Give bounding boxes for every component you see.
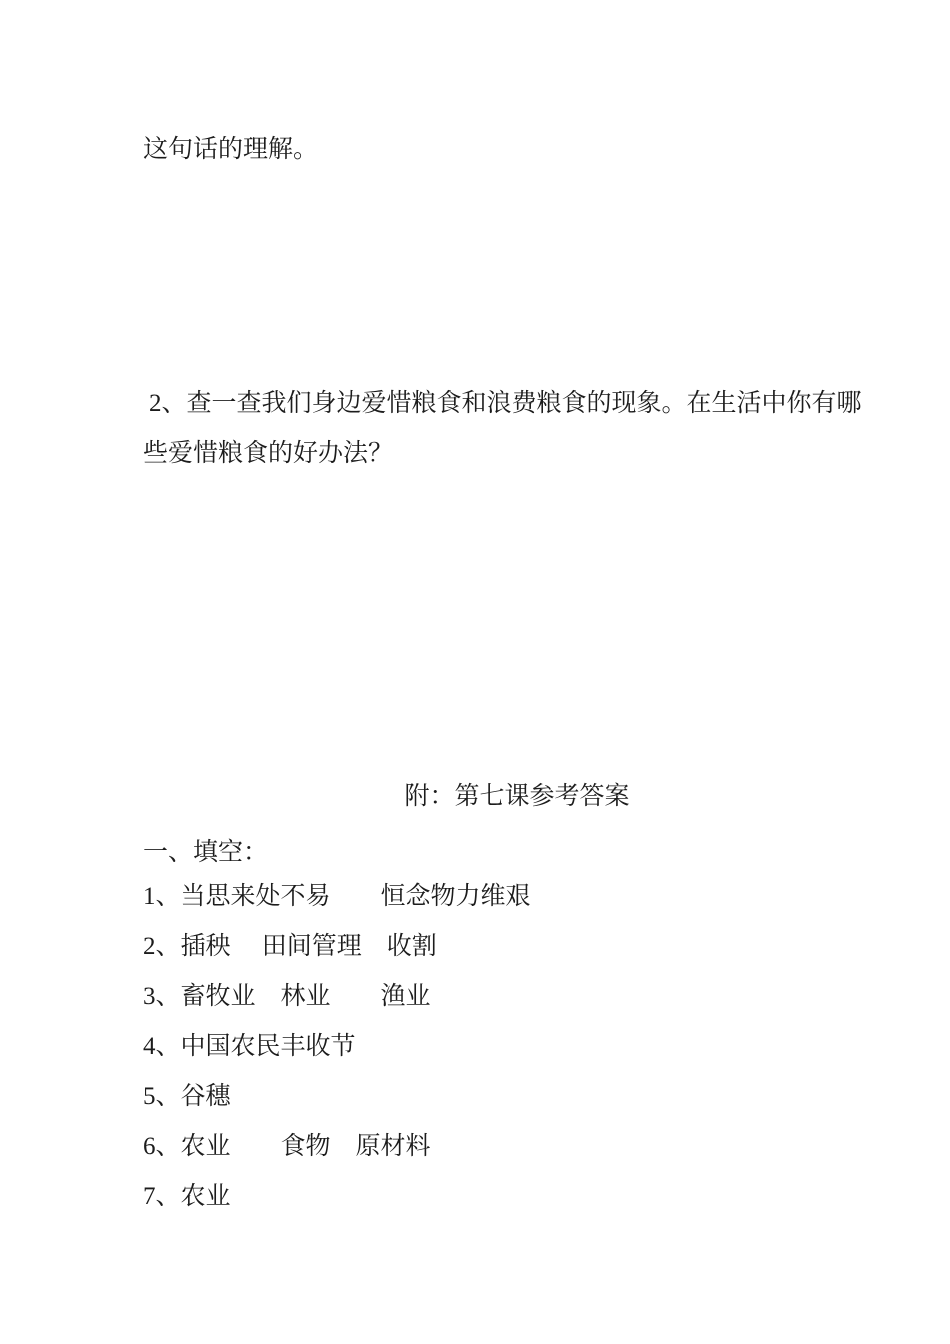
answer-item-7: 7、农业 [143,1183,231,1210]
answer-item-4: 4、中国农民丰收节 [143,1033,356,1060]
answer-item-6: 6、农业 食物 原材料 [143,1133,431,1160]
fill-in-blanks-heading: 一、填空： [143,839,269,866]
question-2-line-1: 2、查一查我们身边爱惜粮食和浪费粮食的现象。在生活中你有哪 [149,390,862,417]
answer-item-2: 2、插秧 田间管理 收割 [143,933,437,960]
answer-item-3: 3、畜牧业 林业 渔业 [143,983,431,1010]
answer-item-1: 1、当思来处不易 恒念物力维艰 [143,883,531,910]
answer-list [143,884,863,1234]
answer-item-5: 5、谷穗 [143,1083,231,1110]
question-2-paragraph [143,391,863,466]
question-1-tail-text: 这句话的理解。 [143,136,319,163]
question-2-line-2: 些爱惜粮食的好办法？ [143,440,394,467]
answer-key-title: 附：第七课参考答案 [404,783,630,810]
